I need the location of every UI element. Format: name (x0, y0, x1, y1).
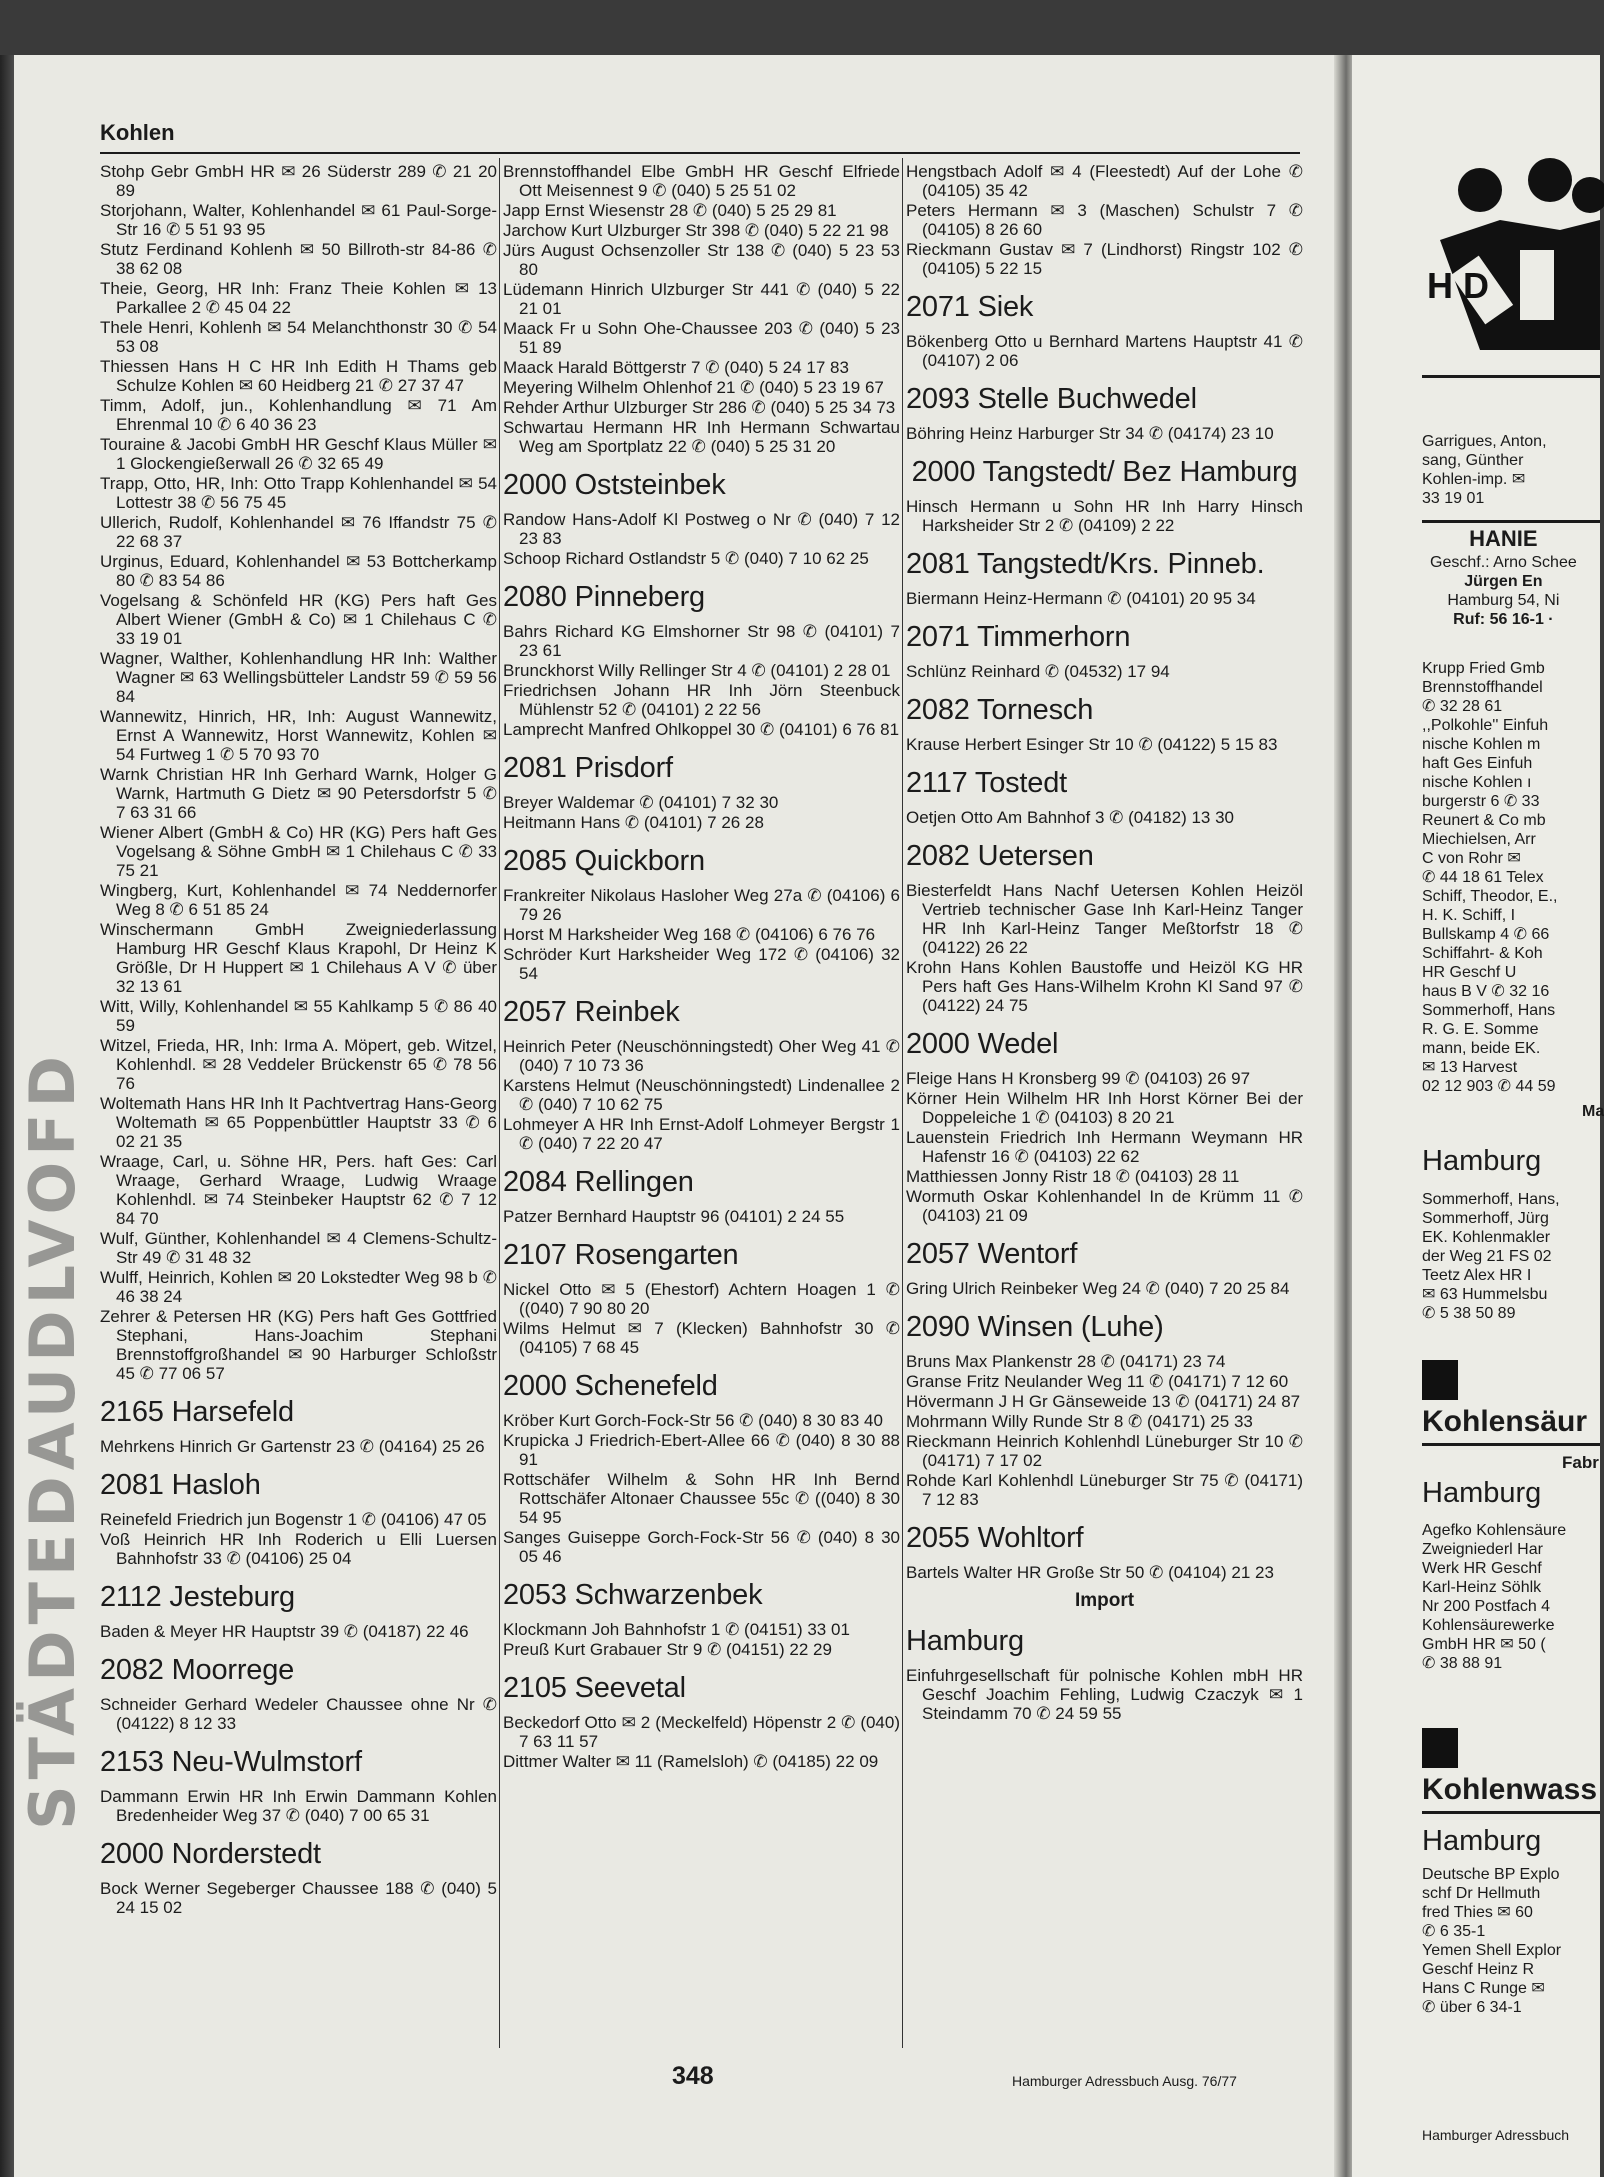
directory-line: Werk HR Geschf (1422, 1560, 1542, 1577)
directory-entry: Wilms Helmut ✉ 7 (Klecken) Bahnhofstr 30 ✆ (04105) 7 68 45 (503, 1319, 900, 1357)
directory-entry: Wagner, Walther, Kohlenhandlung HR Inh: Walther Wagner ✉ 63 Wellingsbütteler Landstr 59 ✆ 59 56 84 (100, 649, 497, 706)
directory-entry: Maack Harald Böttgerstr 7 ✆ (040) 5 24 17 83 (503, 358, 849, 377)
directory-entry: Hengstbach Adolf ✉ 4 (Fleestedt) Auf der Lohe ✆ (04105) 35 42 (906, 162, 1303, 200)
directory-entry: Stohp Gebr GmbH HR ✉ 26 Süderstr 289 ✆ 21 20 89 (100, 162, 497, 200)
directory-entry: Jürs August Ochsenzoller Str 138 ✆ (040) 5 23 53 80 (503, 241, 900, 279)
directory-entry: Schlünz Reinhard ✆ (04532) 17 94 (906, 662, 1170, 681)
directory-line: Teetz Alex HR I (1422, 1267, 1532, 1284)
directory-entry: Wingberg, Kurt, Kohlenhandel ✉ 74 Neddernorfer Weg 8 ✆ 6 51 85 24 (100, 881, 497, 919)
directory-entry: Timm, Adolf, jun., Kohlenhandlung ✉ 71 Am Ehrenmal 10 ✆ 6 40 36 23 (100, 396, 497, 434)
directory-entry: Gring Ulrich Reinbeker Weg 24 ✆ (040) 7 20 25 84 (906, 1279, 1290, 1298)
directory-entry: Bartels Walter HR Große Str 50 ✆ (04104) 21 23 (906, 1563, 1274, 1582)
directory-line: Schiffahrt- & Koh (1422, 945, 1543, 962)
section-marker (1422, 1728, 1458, 1768)
directory-entry: Wraage, Carl, u. Söhne HR, Pers. haft Ges: Carl Wraage, Gerhard Wraage, Ludwig Wraage Kohlenhdl. ✉ 74 Steinbeker Hauptstr 62 ✆ 7 12 84 70 (100, 1152, 497, 1228)
directory-entry: Heitmann Hans ✆ (04101) 7 26 28 (503, 813, 764, 832)
subsection-heading: Import (1074, 1590, 1135, 1611)
directory-entry: Winschermann GmbH Zweigniederlassung Hamburg HR Geschf Klaus Krapohl, Dr Heinz K Größle, Dr H Huppert ✉ 1 Chilehaus A V ✆ über 32 13 61 (100, 920, 497, 996)
directory-entry: Witt, Willy, Kohlenhandel ✉ 55 Kahlkamp 5 ✆ 86 40 59 (100, 997, 497, 1035)
column-divider (499, 158, 500, 2048)
directory-line: Hans C Runge ✉ (1422, 1980, 1545, 1997)
directory-entry: Thele Henri, Kohlenh ✉ 54 Melanchthonstr 30 ✆ 54 53 08 (100, 318, 497, 356)
directory-entry: Krupicka J Friedrich-Ebert-Allee 66 ✆ (040) 8 30 88 91 (503, 1431, 900, 1469)
directory-entry: Woltemath Hans HR Inh It Pachtvertrag Hans-Georg Woltemath ✉ 65 Poppenbüttler Hauptstr 33 ✆ 6 02 21 35 (100, 1094, 497, 1151)
directory-line: Geschf.: Arno Schee (1430, 554, 1577, 571)
directory-entry: Maack Fr u Sohn Ohe-Chaussee 203 ✆ (040) 5 23 51 89 (503, 319, 900, 357)
section-rule (1422, 520, 1600, 523)
directory-line: Hamburg 54, Ni (1447, 592, 1560, 609)
directory-line: ✆ 5 38 50 89 (1422, 1305, 1516, 1322)
directory-line: burgerstr 6 ✆ 33 (1422, 793, 1540, 810)
directory-entry: Wiener Albert (GmbH & Co) HR (KG) Pers haft Ges Vogelsang & Söhne GmbH ✉ 1 Chilehaus C ✆ 33 75 21 (100, 823, 497, 880)
directory-line: Kohlen-imp. ✉ (1422, 471, 1526, 488)
hanie-ad (1430, 525, 1577, 629)
right-block-b (1422, 659, 1558, 1096)
directory-entry: Friedrichsen Johann HR Inh Jörn Steenbuck Mühlenstr 52 ✆ (04101) 2 22 56 (503, 681, 900, 719)
directory-entry: Schoop Richard Ostlandstr 5 ✆ (040) 7 10 62 25 (503, 549, 869, 568)
directory-entry: Mehrkens Hinrich Gr Gartenstr 23 ✆ (04164) 25 26 (100, 1437, 485, 1456)
directory-entry: Mohrmann Willy Runde Str 8 ✆ (04171) 25 33 (906, 1412, 1253, 1431)
directory-entry: Bökenberg Otto u Bernhard Martens Hauptstr 41 ✆ (04107) 2 06 (906, 332, 1303, 370)
directory-line: ✆ 44 18 61 Telex (1422, 869, 1544, 886)
directory-entry: Lauenstein Friedrich Inh Hermann Weymann HR Hafenstr 16 ✆ (04103) 22 62 (906, 1128, 1303, 1166)
directory-entry: Schwartau Hermann HR Inh Hermann Schwartau Weg am Sportplatz 22 ✆ (040) 5 25 31 20 (503, 418, 900, 456)
directory-entry: Wormuth Oskar Kohlenhandel In de Krümm 11 ✆ (04103) 21 09 (906, 1187, 1303, 1225)
directory-entry: Zehrer & Petersen HR (KG) Pers haft Ges Gottfried Stephani, Hans-Joachim Stephani Brennstoffgroßhandel ✉ 90 Harburger Schloßstr 45 ✆ 77 06 57 (100, 1307, 497, 1383)
directory-entry: Brennstoffhandel Elbe GmbH HR Geschf Elfriede Ott Meisennest 9 ✆ (040) 5 25 51 02 (503, 162, 900, 200)
directory-entry: Touraine & Jacobi GmbH HR Geschf Klaus Müller ✉ 1 Glockengießerwall 26 ✆ 32 65 49 (100, 435, 497, 473)
directory-line: EK. Kohlenmakler (1422, 1229, 1551, 1246)
section-marker (1422, 1360, 1458, 1400)
directory-entry: Dittmer Walter ✉ 11 (Ramelsloh) ✆ (04185) 22 09 (503, 1752, 879, 1771)
directory-line: Miechielsen, Arr (1422, 831, 1536, 848)
locality-heading: 2055 Wohltorf (906, 1522, 1084, 1554)
directory-entry: Preuß Kurt Grabauer Str 9 ✆ (04151) 22 29 (503, 1640, 832, 1659)
directory-entry: Hövermann J H Gr Gänseweide 13 ✆ (04171) 24 87 (906, 1392, 1301, 1411)
page-header: Kohlen (100, 120, 175, 145)
directory-entry: Bock Werner Segeberger Chaussee 188 ✆ (040) 5 24 15 02 (100, 1879, 497, 1917)
directory-line: Krupp Fried Gmb (1422, 660, 1545, 677)
locality-heading: 2107 Rosengarten (503, 1239, 739, 1271)
directory-entry: Wulff, Heinrich, Kohlen ✉ 20 Lokstedter Weg 98 b ✆ 46 38 24 (100, 1268, 497, 1306)
directory-entry: Ullerich, Rudolf, Kohlenhandel ✉ 76 Iffandstr 75 ✆ 22 68 37 (100, 513, 497, 551)
locality-heading: 2000 Wedel (906, 1028, 1059, 1060)
directory-entry: Storjohann, Walter, Kohlenhandel ✉ 61 Paul-Sorge-Str 16 ✆ 5 51 93 95 (100, 201, 497, 239)
directory-entry: Krause Herbert Esinger Str 10 ✆ (04122) 5 15 83 (906, 735, 1278, 754)
locality-heading: 2071 Timmerhorn (906, 621, 1131, 653)
page-number: 348 (672, 2062, 714, 2090)
directory-line: 02 12 903 ✆ 44 59 (1422, 1078, 1556, 1095)
right-page (1352, 55, 1604, 2177)
directory-line: Kohlensäurewerke (1422, 1617, 1555, 1634)
directory-line: Sommerhoff, Jürg (1422, 1210, 1549, 1227)
directory-entry: Fleige Hans H Kronsberg 99 ✆ (04103) 26 97 (906, 1069, 1251, 1088)
directory-line: Garrigues, Anton, (1422, 433, 1547, 450)
directory-line: sang, Günther (1422, 452, 1524, 469)
directory-entry: Japp Ernst Wiesenstr 28 ✆ (040) 5 25 29 81 (503, 201, 837, 220)
directory-entry: Voß Heinrich HR Inh Roderich u Elli Luersen Bahnhofstr 33 ✆ (04106) 25 04 (100, 1530, 497, 1568)
directory-entry: Meyering Wilhelm Ohlenhof 21 ✆ (040) 5 23 19 67 (503, 378, 884, 397)
directory-entry: Nickel Otto ✉ 5 (Ehestorf) Achtern Hoagen 1 ✆ ((040) 7 90 80 20 (503, 1280, 900, 1318)
directory-entry: Bruns Max Plankenstr 28 ✆ (04171) 23 74 (906, 1352, 1226, 1371)
locality-heading: 2081 Hasloh (100, 1469, 261, 1501)
locality-heading: 2000 Oststeinbek (503, 469, 726, 501)
right-block-c (1422, 1190, 1560, 1323)
directory-entry: Witzel, Frieda, HR, Inh: Irma A. Möpert, geb. Witzel, Kohlenhdl. ✉ 28 Veddeler Brückenstr 65 ✆ 78 56 76 (100, 1036, 497, 1093)
directory-entry: Klockmann Joh Bahnhofstr 1 ✆ (04151) 33 01 (503, 1620, 850, 1639)
locality-heading: 2082 Uetersen (906, 840, 1094, 872)
directory-entry: Schneider Gerhard Wedeler Chaussee ohne Nr ✆ (04122) 8 12 33 (100, 1695, 497, 1733)
directory-line: haft Ges Einfuh (1422, 755, 1533, 772)
directory-line: ✆ 38 88 91 (1422, 1655, 1503, 1672)
section-title: Kohlensäur (1422, 1405, 1588, 1438)
directory-line: GmbH HR ✉ 50 ( (1422, 1636, 1546, 1653)
locality-heading: 2000 Norderstedt (100, 1838, 321, 1870)
section-rule (1422, 375, 1600, 378)
directory-entry: Warnk Christian HR Inh Gerhard Warnk, Holger G Warnk, Hartmuth G Dietz ✉ 90 Petersdorfstr 5 ✆ 7 63 31 66 (100, 765, 497, 822)
right-block-e (1422, 1865, 1561, 2017)
directory-line: 33 19 01 (1422, 490, 1485, 507)
directory-line: ✆ 6 35-1 (1422, 1923, 1486, 1940)
directory-entry: Rieckmann Gustav ✉ 7 (Lindhorst) Ringstr 102 ✆ (04105) 5 22 15 (906, 240, 1303, 278)
directory-entry: Beckedorf Otto ✉ 2 (Meckelfeld) Höpenstr 2 ✆ (040) 7 63 11 57 (503, 1713, 900, 1751)
directory-entry: Schröder Kurt Harksheider Weg 172 ✆ (04106) 32 54 (503, 945, 900, 983)
directory-line: Sommerhoff, Hans, (1422, 1191, 1560, 1208)
locality-heading: 2085 Quickborn (503, 845, 705, 877)
directory-entry: Matthiessen Jonny Ristr 18 ✆ (04103) 28 11 (906, 1167, 1240, 1186)
directory-entry: Rohde Karl Kohlenhdl Lüneburger Str 75 ✆ (04171) 7 12 83 (906, 1471, 1303, 1509)
directory-line: ✆ über 6 34-1 (1422, 1999, 1522, 2016)
company-logo (1420, 150, 1600, 350)
directory-entry: Rieckmann Heinrich Kohlenhdl Lüneburger Str 10 ✆ (04171) 7 17 02 (906, 1432, 1303, 1470)
locality-heading: 2080 Pinneberg (503, 581, 705, 613)
locality-heading: 2081 Prisdorf (503, 752, 673, 784)
locality-heading: 2082 Moorrege (100, 1654, 295, 1686)
directory-entry: Sanges Guiseppe Gorch-Fock-Str 56 ✆ (040) 8 30 05 46 (503, 1528, 900, 1566)
directory-line: Bullskamp 4 ✆ 66 (1422, 926, 1550, 943)
directory-entry: Einfuhrgesellschaft für polnische Kohlen mbH HR Geschf Joachim Fehling, Ludwig Czaczyk ✉ 1 Steindamm 70 ✆ 24 59 55 (906, 1666, 1303, 1723)
directory-line: Agefko Kohlensäure (1422, 1522, 1567, 1539)
directory-entry: Heinrich Peter (Neuschönningstedt) Oher Weg 41 ✆ (040) 7 10 73 36 (503, 1037, 900, 1075)
logo-letters: H D (1427, 265, 1489, 306)
directory-line: Sommerhoff, Hans (1422, 1002, 1556, 1019)
section-label: Fabr (1562, 1453, 1599, 1472)
directory-entry: Randow Hans-Adolf Kl Postweg o Nr ✆ (040) 7 12 23 83 (503, 510, 900, 548)
directory-line: Nr 200 Postfach 4 (1422, 1598, 1551, 1615)
directory-line: fred Thies ✉ 60 (1422, 1904, 1533, 1921)
right-footer: Hamburger Adressbuch (1422, 2127, 1570, 2143)
directory-line: H. K. Schiff, I (1422, 907, 1516, 924)
directory-line: mann, beide EK. (1422, 1040, 1541, 1057)
directory-entry: Stutz Ferdinand Kohlenh ✉ 50 Billroth-str 84-86 ✆ 38 62 08 (100, 240, 497, 278)
directory-entry: Peters Hermann ✉ 3 (Maschen) Schulstr 7 ✆ (04105) 8 26 60 (906, 201, 1303, 239)
directory-entry: Thiessen Hans H C HR Inh Edith H Thams geb Schulze Kohlen ✉ 60 Heidberg 21 ✆ 27 37 47 (100, 357, 497, 395)
locality-heading: 2053 Schwarzenbek (503, 1579, 763, 1611)
locality-heading: 2071 Siek (906, 291, 1034, 323)
directory-entry: Theie, Georg, HR Inh: Franz Theie Kohlen ✉ 13 Parkallee 2 ✆ 45 04 22 (100, 279, 497, 317)
directory-entry: Rehder Arthur Ulzburger Str 286 ✆ (040) 5 25 34 73 (503, 398, 896, 417)
locality-heading: 2093 Stelle Buchwedel (906, 383, 1197, 415)
right-block-a (1422, 432, 1547, 508)
directory-line: Brennstoffhandel (1422, 679, 1543, 696)
directory-line: ✉ 13 Harvest (1422, 1059, 1518, 1076)
directory-entry: Krohn Hans Kohlen Baustoffe und Heizöl KG HR Pers haft Ges Hans-Wilhelm Krohn Kl Sand 97 ✆ (04122) 24 75 (906, 958, 1303, 1015)
locality-heading: 2165 Harsefeld (100, 1396, 294, 1428)
directory-entry: Oetjen Otto Am Bahnhof 3 ✆ (04182) 13 30 (906, 808, 1235, 827)
directory-column-3 (906, 162, 1303, 1724)
directory-line: HR Geschf U (1422, 964, 1517, 981)
locality-heading: Hamburg (906, 1625, 1024, 1657)
directory-line: ✉ 63 Hummelsbu (1422, 1286, 1548, 1303)
directory-line: nische Kohlen m (1422, 736, 1541, 753)
header-rule (100, 152, 1300, 154)
section-rule (1422, 1443, 1600, 1446)
directory-entry: Biesterfeldt Hans Nachf Uetersen Kohlen Heizöl Vertrieb technischer Gase Inh Karl-Heinz Tanger HR Inh Karl-Heinz Tanger Meßtorfstr 18 ✆ (04122) 26 22 (906, 881, 1303, 957)
locality-heading: 2153 Neu-Wulmstorf (100, 1746, 362, 1778)
directory-entry: Hinsch Hermann u Sohn HR Inh Harry Hinsch Harksheider Str 2 ✆ (04109) 2 22 (906, 497, 1303, 535)
directory-line: Reunert & Co mb (1422, 812, 1546, 829)
directory-entry: Lüdemann Hinrich Ulzburger Str 441 ✆ (040) 5 22 21 01 (503, 280, 900, 318)
locality-heading: 2000 Tangstedt/ Bez Hamburg (911, 456, 1298, 488)
directory-entry: Rottschäfer Wilhelm & Sohn HR Inh Bernd Rottschäfer Altonaer Chaussee 55c ✆ ((040) 8 30 54 95 (503, 1470, 900, 1527)
right-block-d (1422, 1521, 1566, 1673)
directory-entry: Kröber Kurt Gorch-Fock-Str 56 ✆ (040) 8 30 83 40 (503, 1411, 883, 1430)
directory-line: Geschf Heinz R (1422, 1961, 1535, 1978)
directory-entry: Reinefeld Friedrich jun Bogenstr 1 ✆ (04106) 47 05 (100, 1510, 487, 1529)
locality-heading: 2105 Seevetal (503, 1672, 686, 1704)
directory-line: Karl-Heinz Söhlk (1422, 1579, 1542, 1596)
directory-entry: Böhring Heinz Harburger Str 34 ✆ (04174) 23 10 (906, 424, 1274, 443)
section-title: Kohlenwass (1422, 1773, 1598, 1806)
directory-entry: Urginus, Eduard, Kohlenhandel ✉ 53 Bottcherkamp 80 ✆ 83 54 86 (100, 552, 497, 590)
directory-entry: Trapp, Otto, HR, Inh: Otto Trapp Kohlenhandel ✉ 54 Lottestr 38 ✆ 56 75 45 (100, 474, 497, 512)
locality-heading: 2082 Tornesch (906, 694, 1094, 726)
directory-entry: Bahrs Richard KG Elmshorner Str 98 ✆ (04101) 7 23 61 (503, 622, 900, 660)
locality-heading: 2090 Winsen (Luhe) (906, 1311, 1164, 1343)
directory-entry: Frankreiter Nikolaus Hasloher Weg 27a ✆ (04106) 6 79 26 (503, 886, 900, 924)
directory-column-1 (100, 162, 497, 1918)
locality-heading: 2112 Jesteburg (100, 1581, 295, 1613)
directory-line: HANIE (1469, 526, 1538, 551)
directory-entry: Patzer Bernhard Hauptstr 96 (04101) 2 24 55 (503, 1207, 845, 1226)
directory-line: nische Kohlen ı (1422, 774, 1532, 791)
directory-entry: Baden & Meyer HR Hauptstr 39 ✆ (04187) 22 46 (100, 1622, 469, 1641)
locality-heading: 2081 Tangstedt/Krs. Pinneb. (906, 548, 1265, 580)
directory-entry: Lamprecht Manfred Ohlkoppel 30 ✆ (04101) 6 76 81 (503, 720, 900, 739)
directory-entry: Granse Fritz Neulander Weg 11 ✆ (04171) 7 12 60 (906, 1372, 1289, 1391)
page-edge-tab-text: STÄDTEDAUDLVOFD (16, 1050, 89, 1830)
directory-line: R. G. E. Somme (1422, 1021, 1539, 1038)
locality-heading: 2117 Tostedt (906, 767, 1067, 799)
directory-line: der Weg 21 FS 02 (1422, 1248, 1552, 1265)
directory-line: ,,Polkohle'' Einfuh (1422, 717, 1549, 734)
directory-entry: Jarchow Kurt Ulzburger Str 398 ✆ (040) 5 22 21 98 (503, 221, 889, 240)
directory-entry: Breyer Waldemar ✆ (04101) 7 32 30 (503, 793, 779, 812)
city-heading: Hamburg (1422, 1477, 1542, 1509)
directory-column-2 (503, 162, 900, 1772)
locality-heading: 2057 Wentorf (906, 1238, 1078, 1270)
directory-line: Zweigniederl Har (1422, 1541, 1543, 1558)
directory-entry: Dammann Erwin HR Inh Erwin Dammann Kohlen Bredenheider Weg 37 ✆ (040) 7 00 65 31 (100, 1787, 497, 1825)
city-heading: Hamburg (1422, 1145, 1542, 1177)
directory-line: Jürgen En (1464, 573, 1543, 590)
directory-entry: Lohmeyer A HR Inh Ernst-Adolf Lohmeyer Bergstr 1 ✆ (040) 7 22 20 47 (503, 1115, 900, 1153)
directory-entry: Biermann Heinz-Hermann ✆ (04101) 20 95 34 (906, 589, 1256, 608)
directory-line: Schiff, Theodor, E., (1422, 888, 1558, 905)
directory-entry: Horst M Harksheider Weg 168 ✆ (04106) 6 76 76 (503, 925, 876, 944)
directory-entry: Vogelsang & Schönfeld HR (KG) Pers haft Ges Albert Wiener (GmbH & Co) ✉ 1 Chilehaus C ✆ 33 19 01 (100, 591, 497, 648)
column-divider (902, 158, 903, 2048)
locality-heading: 2000 Schenefeld (503, 1370, 718, 1402)
directory-entry: Wannewitz, Hinrich, HR, Inh: August Wannewitz, Ernst A Wannewitz, Horst Wannewitz, Kohlen ✉ 54 Furtweg 1 ✆ 5 70 93 70 (100, 707, 497, 764)
directory-entry: Brunckhorst Willy Rellinger Str 4 ✆ (04101) 2 28 01 (503, 661, 891, 680)
directory-line: haus B V ✆ 32 16 (1422, 983, 1550, 1000)
directory-line: C von Rohr ✉ (1422, 850, 1521, 867)
directory-entry: Karstens Helmut (Neuschönningstedt) Lindenallee 2 ✆ (040) 7 10 62 75 (503, 1076, 900, 1114)
locality-heading: 2057 Reinbek (503, 996, 680, 1028)
directory-line: Deutsche BP Explo (1422, 1866, 1560, 1883)
city-heading: Hamburg (1422, 1825, 1542, 1857)
directory-line: Yemen Shell Explor (1422, 1942, 1562, 1959)
locality-heading: 2084 Rellingen (503, 1166, 694, 1198)
directory-entry: Wulf, Günther, Kohlenhandel ✉ 4 Clemens-Schultz-Str 49 ✆ 31 48 32 (100, 1229, 497, 1267)
directory-entry: Körner Hein Wilhelm HR Inh Horst Körner Bei der Doppeleiche 1 ✆ (04103) 8 20 21 (906, 1089, 1303, 1127)
section-rule (1422, 1811, 1600, 1814)
footer-source: Hamburger Adressbuch Ausg. 76/77 (1012, 2073, 1237, 2089)
directory-line: Ruf: 56 16-1 · (1453, 611, 1554, 628)
directory-line: schf Dr Hellmuth (1422, 1885, 1541, 1902)
directory-line: ✆ 32 28 61 (1422, 698, 1503, 715)
section-label: Ma (1582, 1103, 1604, 1120)
